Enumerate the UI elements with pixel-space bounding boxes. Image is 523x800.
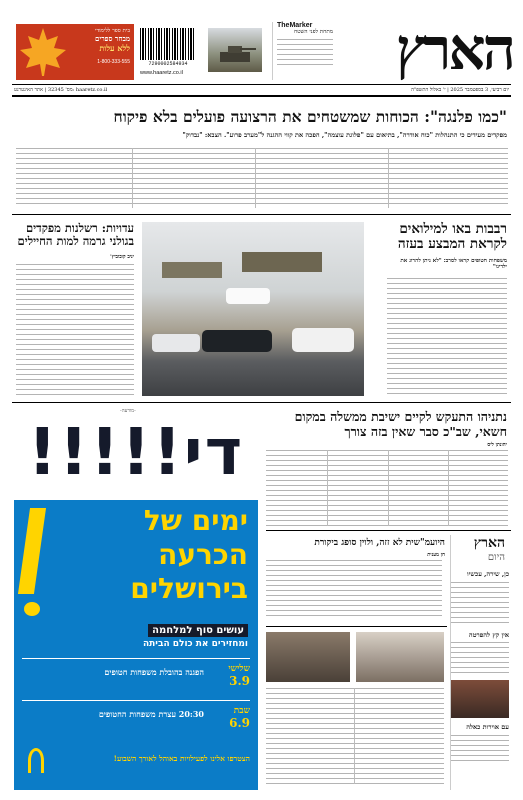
section-rule-1 [12, 214, 511, 215]
ad-rally[interactable] [14, 416, 258, 790]
ad-day-1: שלישי [228, 664, 250, 674]
lower-stories-body [266, 688, 444, 784]
ad-top-left[interactable] [16, 24, 134, 80]
story-cabinet-byline: יהונתן ליס [487, 442, 507, 448]
story-cabinet-body [266, 450, 508, 526]
section-rule-4 [266, 626, 447, 627]
cars-icon [142, 222, 364, 396]
haaretz-today-brand: הארץ [473, 535, 505, 551]
top-story-headline[interactable]: "כמו פלנגה": הכוחות שמשטחים את הרצועה פועלים בלא פיקוח [113, 107, 507, 126]
story-golani-body [16, 264, 134, 396]
themarker-text: מתחת לפני השטח [293, 29, 333, 35]
ad-sub-1: עושים סוף למלחמה [148, 624, 248, 637]
haaretz-today-label: היום [487, 552, 505, 563]
masthead-rule [12, 84, 511, 85]
ad-sub-2: ומחזירים את כולם הביתה [142, 639, 248, 649]
story-golani-headline[interactable]: עדויות: רשלנות מפקדים בגולני גרמה למות החיילים [17, 221, 134, 248]
ad-day-2: שבת [233, 706, 250, 716]
promo-photo [451, 680, 509, 718]
tank-thumbnail-photo [208, 28, 262, 72]
date-rule [12, 95, 511, 97]
maple-leaf-icon [18, 26, 68, 78]
tank-icon [208, 28, 262, 72]
section-rule-2 [12, 402, 511, 403]
top-story-subhead: מפקדים מעידים כי התנהלות "כוח אודרה", בתיאום עם "פלוגת עוצמה", הפכה את קווי ההגנה ל"מערב פרוע". הצבא: "נבדוק" [182, 131, 507, 139]
ad-line1: בית ספר ללימודי [95, 28, 130, 34]
photo-people [356, 632, 444, 682]
ad-date-1: 3.9 [229, 674, 250, 688]
ad-event-1 [22, 658, 250, 697]
ad-event-1-text: הפגנה בהובלת משפחות חטופים [104, 667, 204, 677]
story-reserves-headline[interactable]: רבבות באו למילואים לקראת המבצע בעזה [397, 221, 507, 252]
barcode-number: 7290002584934 [148, 61, 188, 67]
ad-rally-marker: -מודעה- [120, 408, 136, 414]
promo-item-2[interactable]: אין קץ להפרטה [468, 630, 509, 639]
site-url[interactable]: www.haaretz.co.il [140, 70, 183, 76]
exclamation-icon [24, 508, 40, 618]
ad-event-2-text: 20:30 עצרת משפחות החטופים [98, 709, 204, 719]
top-story-body [16, 148, 508, 208]
story-reserves-subhead: משפחות חטופים קראו לסרב: "לא ניתן להרוג את ילדינו" [400, 258, 507, 270]
photo-crowd [266, 632, 350, 682]
promo-item-1[interactable]: כן, שירה, עכשיו [467, 570, 509, 578]
ad-event-2 [22, 700, 250, 739]
story-attorney-body [266, 560, 442, 620]
section-rule-3 [266, 530, 511, 531]
story-cabinet-headline[interactable]: נתניהו התעקש לקיים ישיבת ממשלה במקום חשאי, שב"כ סבר שאין בזה צורך [294, 409, 507, 439]
ad-phone: 1-800-333-555 [97, 59, 130, 65]
ad-shout: די!!!!! [27, 416, 245, 490]
ad-title-3: בירושלים [130, 572, 248, 605]
ad-date-2: 6.9 [229, 716, 250, 730]
ad-title-1: ימים של [143, 504, 248, 537]
story-attorney-headline[interactable]: היועמ"שית לא זזה, ולוין סופג ביקורת [314, 538, 445, 548]
themarker-promo[interactable] [272, 22, 333, 80]
story-golani-byline: יניב קובוביץ' [110, 254, 134, 260]
story-attorney-byline: חן מענית [427, 552, 445, 558]
main-photo-road [142, 222, 364, 396]
ad-footer: הצטרפו אלינו לפעילויות באוהל לאורך השבוע! [113, 754, 250, 763]
issue-line: מס' 32345 | אתר האינטרנט: haaretz.co.il [14, 87, 108, 93]
themarker-lines [277, 39, 333, 69]
haaretz-today-box[interactable] [450, 535, 509, 790]
ribbon-icon [28, 748, 44, 773]
promo-item-3[interactable]: עם אוירות כאלה [466, 723, 509, 731]
story-reserves-body [387, 278, 507, 396]
ad-line3: ללא עלות [99, 43, 130, 53]
barcode [140, 28, 196, 60]
themarker-brand: TheMarker [277, 22, 313, 29]
ad-title-2: הכרעה [158, 538, 248, 571]
ad-line2: מבחר ספרים [95, 34, 130, 43]
date-line: יום רביעי, 3 בספטמבר 2025 | י' באלול התשפ"ה [411, 87, 509, 93]
masthead-logo: הארץ [395, 15, 513, 83]
